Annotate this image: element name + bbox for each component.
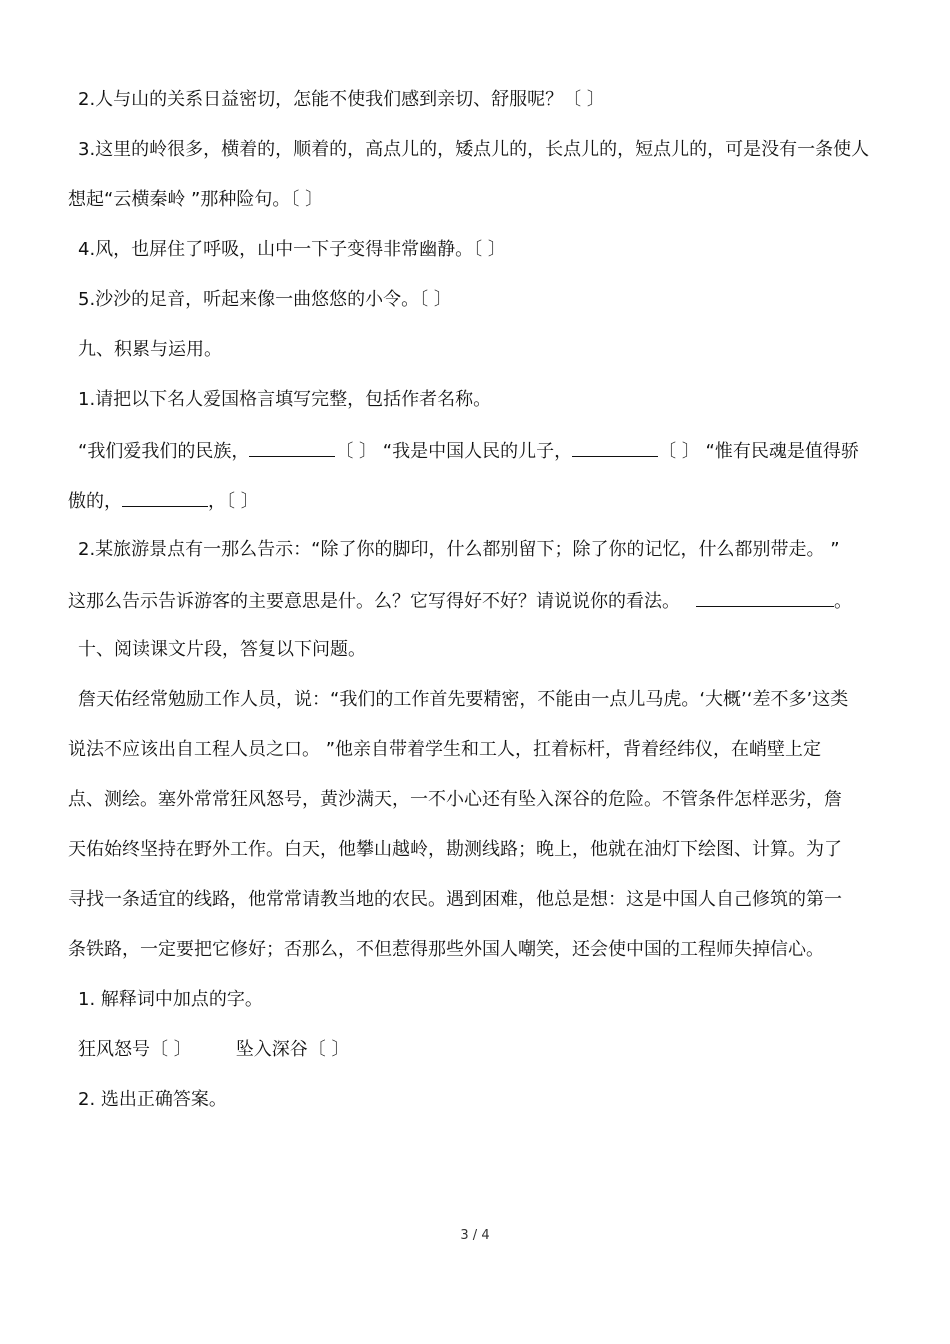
term-1: 狂风怒号〔 〕 — [78, 1039, 192, 1060]
q8-item-3-line-1: 3.这里的岭很多，横着的，顺着的，高点儿的，矮点儿的，长点儿的，短点儿的，可是没有一条使人 — [78, 139, 870, 160]
q9-item-1: 1.请把以下名人爱国格言填写完整，包括作者名称。 — [78, 389, 492, 410]
q9-quotes-line-1 — [78, 438, 883, 464]
passage-line: 说法不应该出自工程人员之口。 ”他亲自带着学生和工人，扛着标杆，背着经纬仪，在峭壁上定 — [68, 739, 822, 760]
quote-3-text-cont: 傲的， — [68, 491, 122, 512]
q8-item-4: 4.风，也屏住了呼吸，山中一下子变得非常幽静。〔 〕 — [78, 239, 506, 260]
q10-sub-2: 2. 选出正确答案。 — [78, 1089, 227, 1110]
quote-2-text: 〔 〕 “我是中国人民的儿子， — [335, 441, 573, 462]
q9-title: 九、积累与运用。 — [78, 339, 222, 360]
quote-3-text: 〔 〕 “惟有民魂是值得骄 — [658, 441, 859, 462]
q10-sub-1: 1. 解释词中加点的字。 — [78, 989, 263, 1010]
quote-1-text: “我们爱我们的民族， — [78, 441, 250, 462]
q8-item-5: 5.沙沙的足音，听起来像一曲悠悠的小令。〔 〕 — [78, 289, 452, 310]
quote-3-blank[interactable] — [122, 488, 208, 507]
opinion-blank[interactable] — [696, 588, 834, 607]
passage-line: 詹天佑经常勉励工作人员，说：“我们的工作首先要精密，不能由一点儿马虎。‘大概’‘差不多’这类 — [78, 689, 849, 710]
q9-quotes-line-2 — [68, 488, 883, 514]
q9-item-2-line-2 — [68, 588, 883, 614]
passage-line: 天佑始终坚持在野外工作。白天，他攀山越岭，勘测线路；晚上，他就在油灯下绘图、计算。为了 — [68, 839, 842, 860]
quote-1-blank[interactable] — [249, 438, 335, 457]
passage-line: 点、测绘。塞外常常狂风怒号，黄沙满天，一不小心还有坠入深谷的危险。不管条件怎样恶劣，詹 — [68, 789, 842, 810]
quote-2-blank[interactable] — [572, 438, 658, 457]
q10-title: 十、阅读课文片段，答复以下问题。 — [78, 639, 366, 660]
q8-item-3-line-2: 想起“云横秦岭 ”那种险句。〔 〕 — [68, 189, 324, 210]
term-2: 坠入深谷〔 〕 — [235, 1039, 350, 1060]
q9-item-2-line-1: 2.某旅游景点有一那么告示：“除了你的脚印，什么都别留下；除了你的记忆，什么都别带走。 ” — [78, 539, 840, 560]
quote-3-author-bracket: ，〔 〕 — [208, 491, 259, 512]
passage-line: 寻找一条适宜的线路，他常常请教当地的农民。遇到困难，他总是想：这是中国人自己修筑的第一 — [68, 889, 842, 910]
passage-line: 条铁路，一定要把它修好；否那么，不但惹得那些外国人嘲笑，还会使中国的工程师失掉信心。 — [68, 939, 824, 960]
page-number: 3 / 4 — [460, 1228, 490, 1243]
q10-terms — [78, 1038, 883, 1062]
q9-item-2-question: 这那么告示告诉游客的主要意思是什。么？它写得好不好？请说说你的看法。 — [68, 591, 680, 612]
q8-item-2: 2.人与山的关系日益密切，怎能不使我们感到亲切、舒服呢？〔 〕 — [78, 89, 605, 110]
q9-item-2-period: 。 — [834, 591, 852, 612]
